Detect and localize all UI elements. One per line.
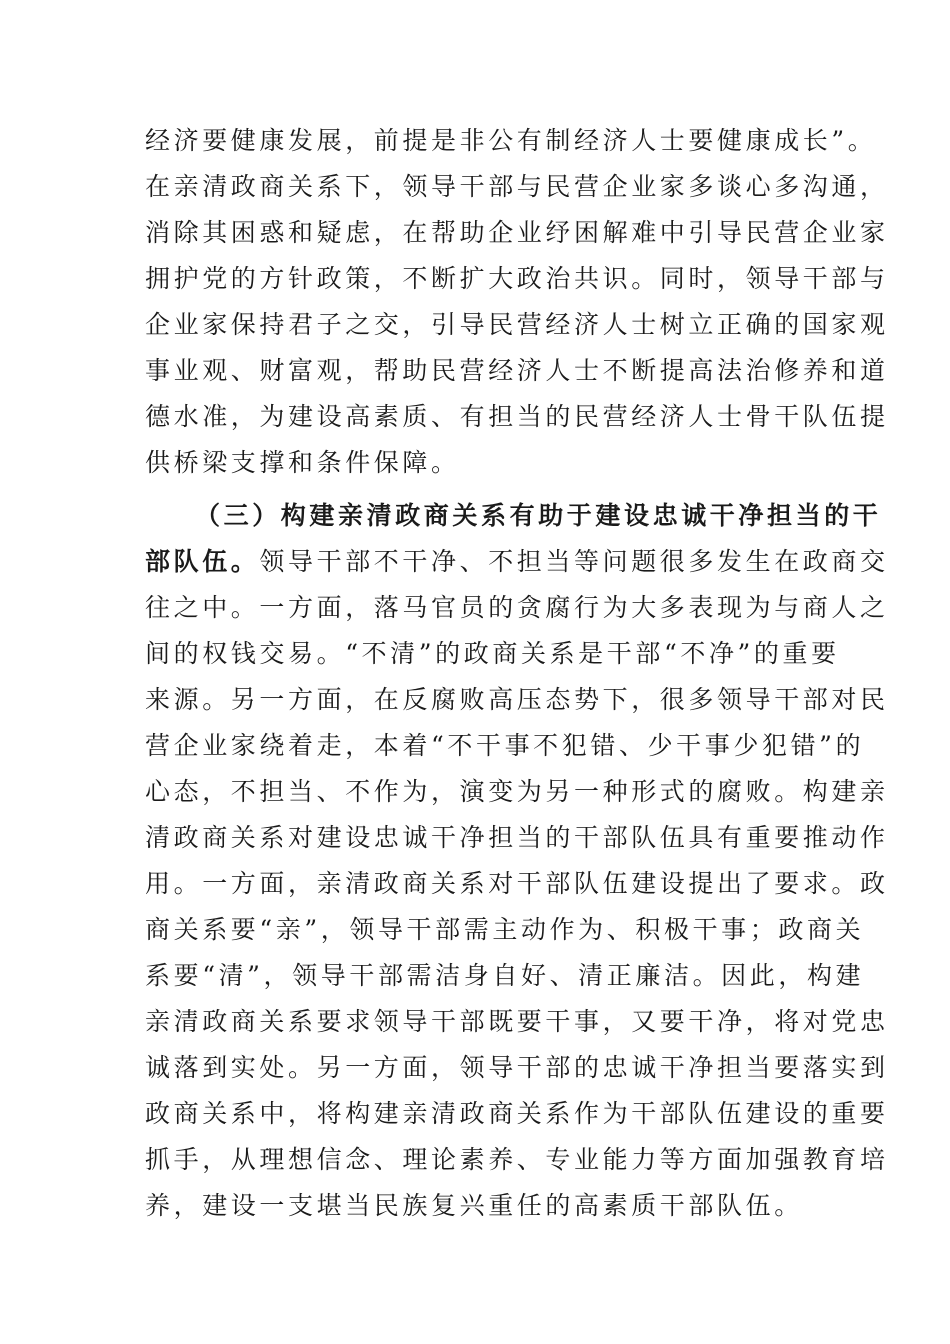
text-line: 经济要健康发展，前提是非公有制经济人士要健康成长”。 — [145, 126, 877, 155]
text-line: 清政商关系对建设忠诚干净担当的干部队伍具有重要推动作 — [145, 823, 889, 852]
text-segment: 领导干部不干净、不担当等问题很多发生在政商交 — [259, 547, 889, 576]
text-line: 企业家保持君子之交，引导民营经济人士树立正确的国家观 — [145, 310, 889, 339]
text-line: 事业观、财富观，帮助民营经济人士不断提高法治修养和道 — [145, 356, 889, 385]
text-line — [145, 539, 889, 585]
text-line: 往之中。一方面，落马官员的贪腐行为大多表现为与商人之 — [145, 593, 889, 622]
text-line: 消除其困惑和疑虑，在帮助企业纾困解难中引导民营企业家 — [145, 218, 889, 247]
text-line: 在亲清政商关系下，领导干部与民营企业家多谈心多沟通， — [145, 172, 889, 201]
text-line: 德水准，为建设高素质、有担当的民营经济人士骨干队伍提 — [145, 402, 889, 431]
text-line: 商关系要“亲”，领导干部需主动作为、积极干事；政商关 — [145, 915, 865, 944]
text-line: 系要“清”，领导干部需洁身自好、清正廉洁。因此，构建 — [145, 961, 865, 990]
text-line: 间的权钱交易。“不清”的政商关系是干部“不净”的重要 — [145, 639, 840, 668]
text-line: 供桥梁支撑和条件保障。 — [145, 448, 460, 477]
section-heading-continuation: 部队伍。 — [145, 547, 260, 576]
text-line: 心态，不担当、不作为，演变为另一种形式的腐败。构建亲 — [145, 777, 889, 806]
text-line: 抓手，从理想信念、理论素养、专业能力等方面加强教育培 — [145, 1145, 889, 1174]
text-line: 用。一方面，亲清政商关系对干部队伍建设提出了要求。政 — [145, 869, 889, 898]
section-heading: （三）构建亲清政商关系有助于建设忠诚干净担当的干 — [195, 501, 882, 530]
text-line: 亲清政商关系要求领导干部既要干事，又要干净，将对党忠 — [145, 1007, 889, 1036]
text-line: 拥护党的方针政策，不断扩大政治共识。同时，领导干部与 — [145, 264, 889, 293]
text-line: 诚落到实处。另一方面，领导干部的忠诚干净担当要落实到 — [145, 1053, 889, 1082]
text-line: 营企业家绕着走，本着“不干事不犯错、少干事少犯错”的 — [145, 731, 865, 760]
text-line: 养，建设一支堪当民族复兴重任的高素质干部队伍。 — [145, 1191, 803, 1220]
text-line: 来源。另一方面，在反腐败高压态势下，很多领导干部对民 — [145, 685, 889, 714]
text-line: 政商关系中，将构建亲清政商关系作为干部队伍建设的重要 — [145, 1099, 889, 1128]
